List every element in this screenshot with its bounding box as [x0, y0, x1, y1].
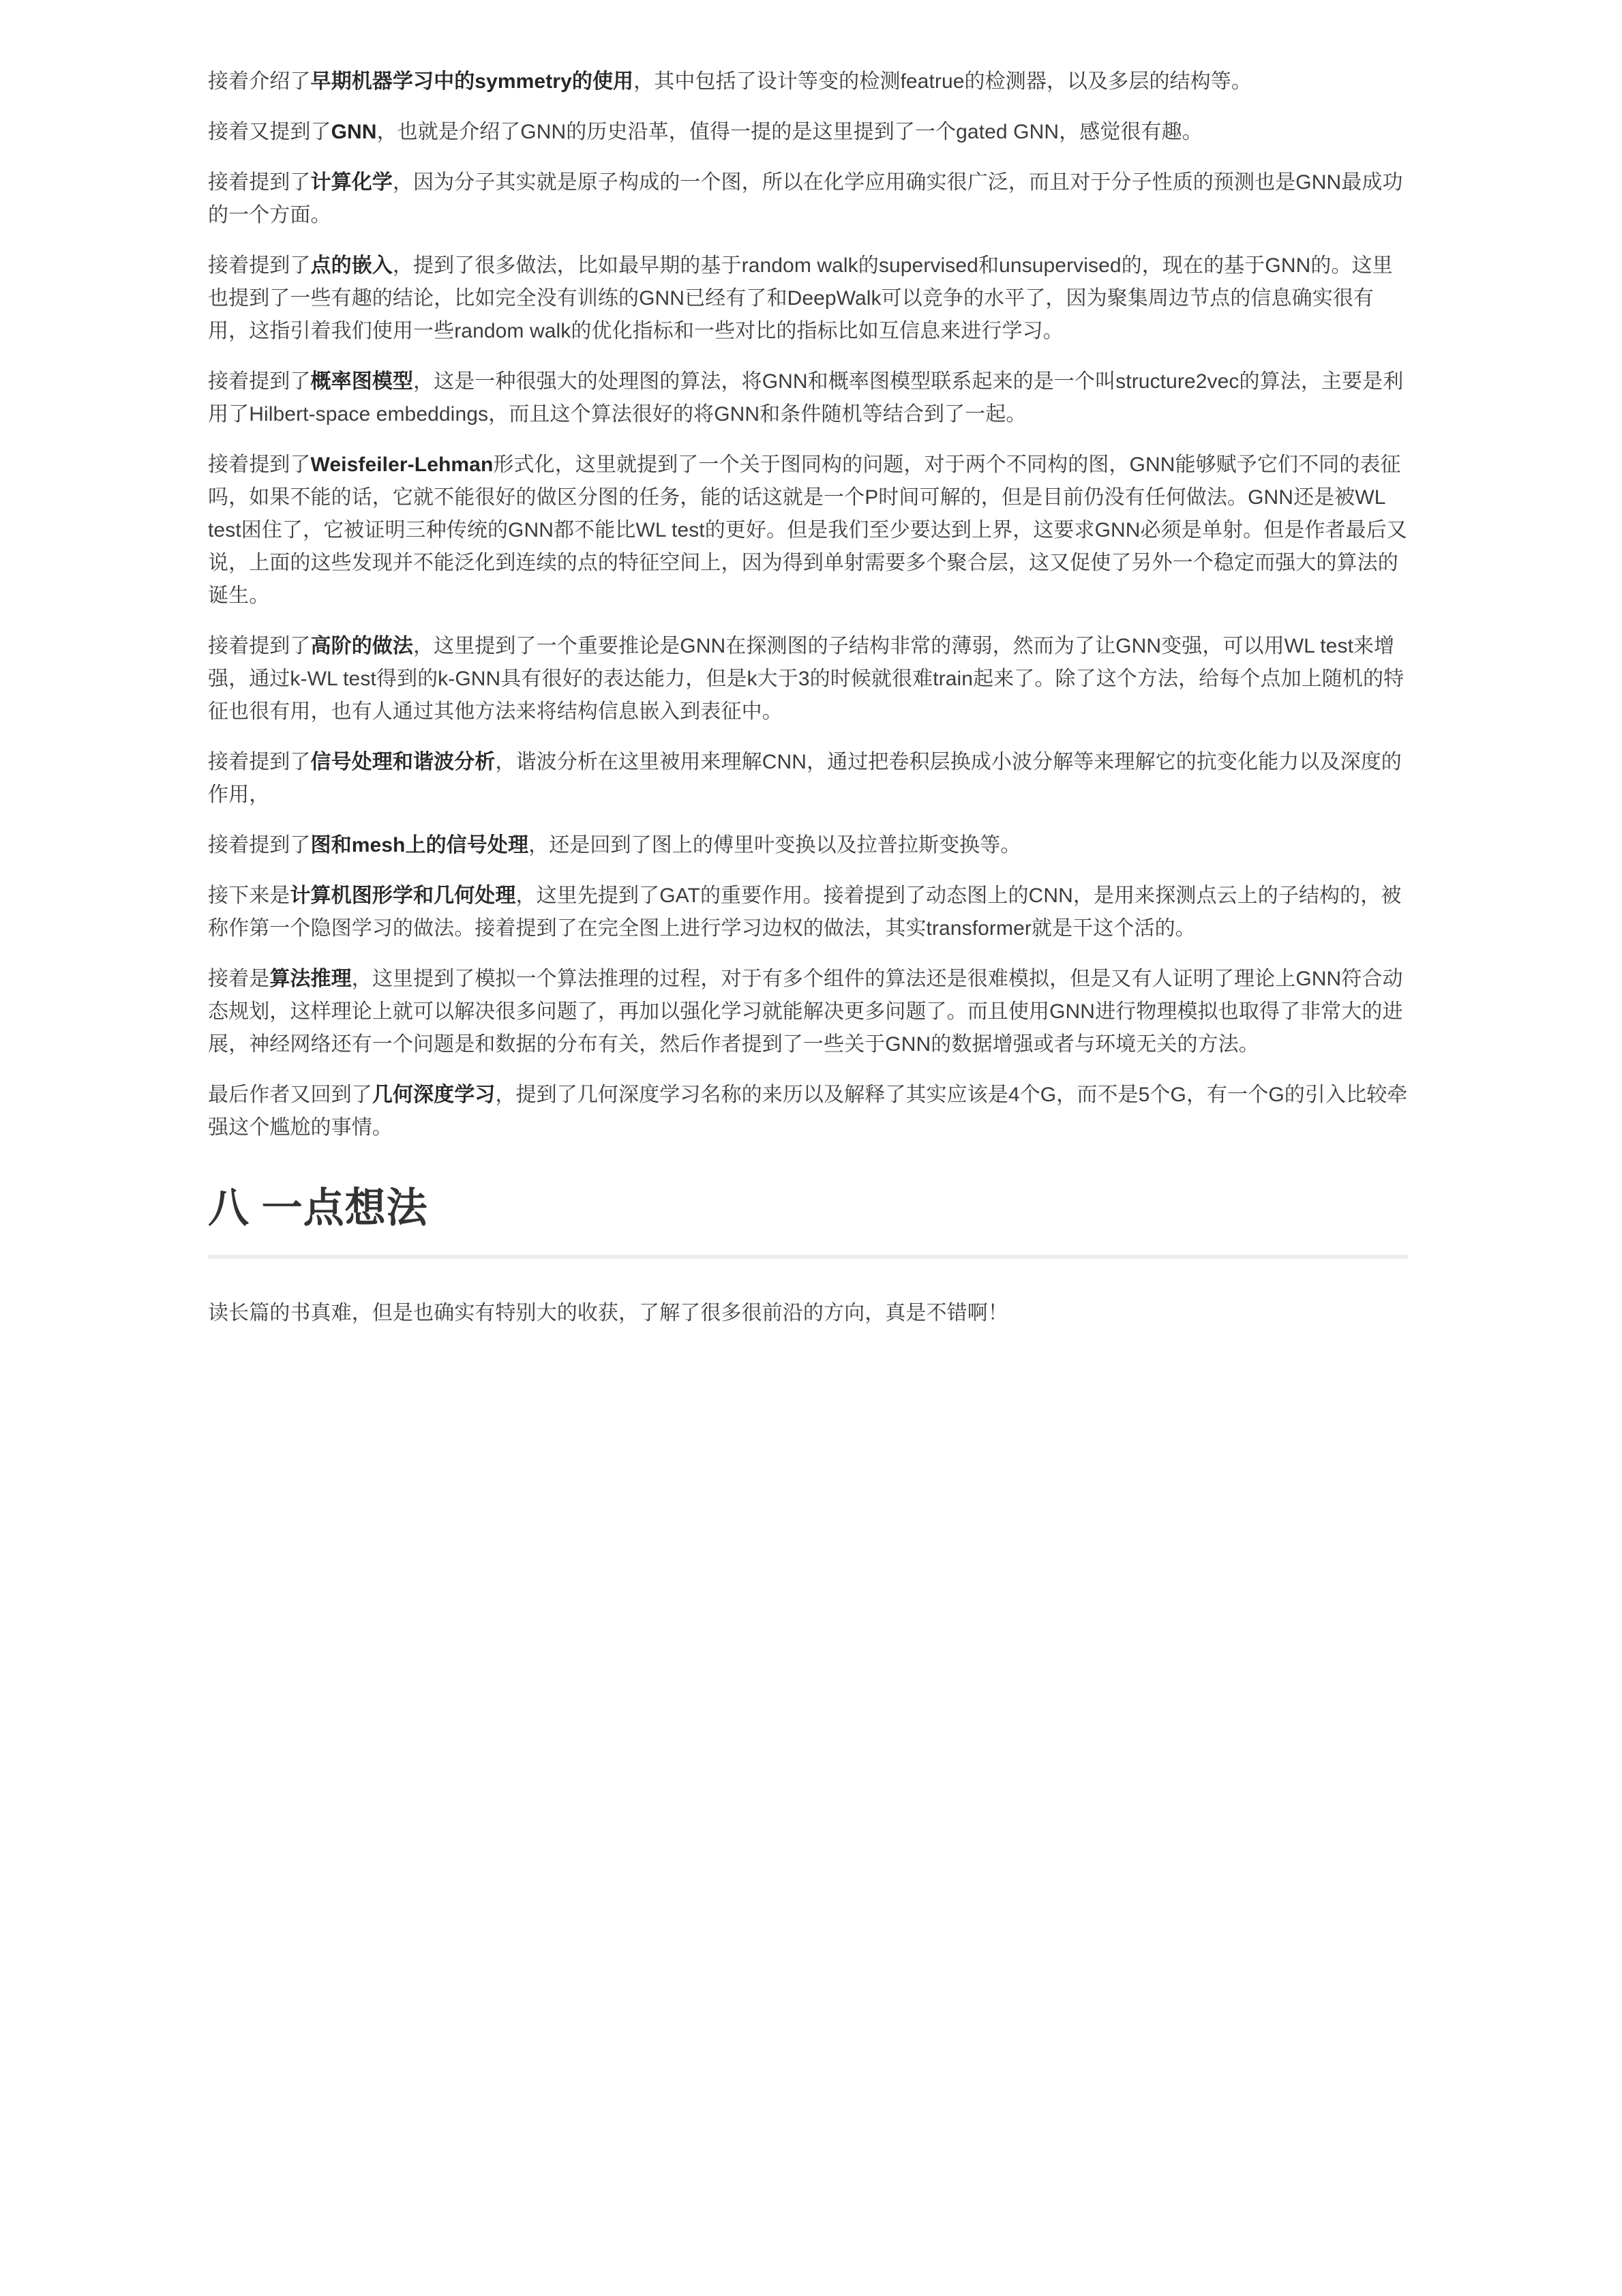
- paragraph-prefix: 接着提到了: [208, 834, 311, 856]
- paragraph-prefix: 接着又提到了: [208, 121, 331, 143]
- paragraph-rest: ，其中包括了设计等变的检测featrue的检测器，以及多层的结构等。: [633, 70, 1252, 93]
- paragraph-lead-bold: 高阶的做法: [310, 635, 413, 657]
- paragraph-graphics-geometry: [208, 880, 1408, 945]
- paragraph-lead-bold: 点的嵌入: [310, 254, 393, 277]
- paragraph-rest: ，还是回到了图上的傅里叶变换以及拉普拉斯变换等。: [528, 834, 1021, 856]
- paragraph-rest: ，也就是介绍了GNN的历史沿革，值得一提的是这里提到了一个gated GNN，感觉很有趣。: [376, 121, 1203, 143]
- paragraph-lead-bold: GNN: [331, 121, 377, 143]
- paragraph-computational-chemistry: [208, 166, 1408, 232]
- paragraph-prefix: 接下来是: [208, 884, 290, 907]
- paragraph-lead-bold: Weisfeiler-Lehman: [310, 453, 494, 476]
- paragraph-lead-bold: 信号处理和谐波分析: [310, 751, 496, 773]
- paragraph-rest: 形式化，这里就提到了一个关于图同构的问题，对于两个不同构的图，GNN能够赋予它们不同的表征吗，如果不能的话，它就不能很好的做区分图的任务，能的话这就是一个P时间可解的，但是目前仍没有任何做法。GNN还是被WL test困住了，它被证明三种传统的GNN都不能比WL test的更好。但是我们至少要达到上界，这要求GNN必须是单射。但是作者最后又说，上面的这些发现并不能泛化到连续的点的特征空间上，因为得到单射需要多个聚合层，这又促使了另外一个稳定而强大的算法的诞生。: [208, 453, 1407, 607]
- paragraph-prefix: 接着提到了: [208, 254, 311, 277]
- paragraph-prefix: 最后作者又回到了: [208, 1084, 372, 1106]
- paragraph-geometric-deep-learning: [208, 1079, 1408, 1144]
- paragraph-graph-mesh-signal: [208, 829, 1408, 862]
- paragraph-gnn: [208, 116, 1408, 149]
- paragraph-prefix: 接着提到了: [208, 171, 311, 194]
- paragraph-probabilistic-graphical-model: [208, 366, 1408, 431]
- paragraph-prefix: 接着提到了: [208, 635, 311, 657]
- paragraph-signal-processing: [208, 746, 1408, 811]
- paragraph-node-embedding: [208, 250, 1408, 348]
- paragraph-lead-bold: 计算机图形学和几何处理: [290, 884, 516, 907]
- paragraph-lead-bold: 概率图模型: [310, 370, 413, 393]
- article-body: [208, 65, 1408, 1330]
- paragraph-lead-bold: 图和mesh上的信号处理: [310, 834, 529, 856]
- section-heading-wrapper: [208, 1182, 1408, 1259]
- paragraph-prefix: 接着是: [208, 968, 270, 990]
- paragraph-rest: ，因为分子其实就是原子构成的一个图，所以在化学应用确实很广泛，而且对于分子性质的预测也是GNN最成功的一个方面。: [208, 171, 1403, 226]
- paragraph-rest: ，提到了几何深度学习名称的来历以及解释了其实应该是4个G，而不是5个G，有一个G的引入比较牵强这个尴尬的事情。: [208, 1084, 1408, 1139]
- paragraph-lead-bold: 几何深度学习: [372, 1084, 496, 1106]
- paragraph-prefix: 接着提到了: [208, 370, 311, 393]
- paragraph-higher-order: [208, 630, 1408, 728]
- paragraph-rest: ，谐波分析在这里被用来理解CNN，通过把卷积层换成小波分解等来理解它的抗变化能力以及深度的作用，: [208, 751, 1402, 806]
- section-heading-thoughts: 八 一点想法: [208, 1182, 1408, 1259]
- paragraph-symmetry: [208, 65, 1408, 98]
- paragraph-rest: ，这里先提到了GAT的重要作用。接着提到了动态图上的CNN，是用来探测点云上的子结构的，被称作第一个隐图学习的做法。接着提到了在完全图上进行学习边权的做法，其实transformer就是干这个活的。: [208, 884, 1402, 940]
- paragraph-weisfeiler-lehman: [208, 449, 1408, 612]
- paragraph-rest: ，这里提到了一个重要推论是GNN在探测图的子结构非常的薄弱，然而为了让GNN变强，可以用WL test来增强，通过k-WL test得到的k-GNN具有很好的表达能力，但是k大于3的时候就很难train起来了。除了这个方法，给每个点加上随机的特征也很有用，也有人通过其他方法来将结构信息嵌入到表征中。: [208, 635, 1405, 723]
- paragraph-prefix: 接着提到了: [208, 751, 311, 773]
- paragraph-prefix: 接着介绍了: [208, 70, 311, 93]
- paragraph-closing-thoughts: 读长篇的书真难，但是也确实有特别大的收获，了解了很多很前沿的方向，真是不错啊！: [208, 1302, 1008, 1324]
- paragraph-rest: ，这是一种很强大的处理图的算法，将GNN和概率图模型联系起来的是一个叫structure2vec的算法，主要是利用了Hilbert-space embeddings，而且这个算法很好的将GNN和条件随机等结合到了一起。: [208, 370, 1404, 426]
- paragraph-rest: ，这里提到了模拟一个算法推理的过程，对于有多个组件的算法还是很难模拟，但是又有人证明了理论上GNN符合动态规划，这样理论上就可以解决很多问题了，再加以强化学习就能解决更多问题了。而且使用GNN进行物理模拟也取得了非常大的进展，神经网络还有一个问题是和数据的分布有关，然后作者提到了一些关于GNN的数据增强或者与环境无关的方法。: [208, 968, 1403, 1056]
- paragraph-prefix: 接着提到了: [208, 453, 311, 476]
- paragraph-lead-bold: 早期机器学习中的symmetry的使用: [310, 70, 634, 93]
- paragraph-lead-bold: 算法推理: [269, 968, 352, 990]
- paragraph-algorithmic-reasoning: [208, 963, 1408, 1061]
- paragraph-rest: ，提到了很多做法，比如最早期的基于random walk的supervised和unsupervised的，现在的基于GNN的。这里也提到了一些有趣的结论，比如完全没有训练的GNN已经有了和DeepWalk可以竞争的水平了，因为聚集周边节点的信息确实很有用，这指引着我们使用一些random walk的优化指标和一些对比的指标比如互信息来进行学习。: [208, 254, 1393, 342]
- paragraph-lead-bold: 计算化学: [310, 171, 393, 194]
